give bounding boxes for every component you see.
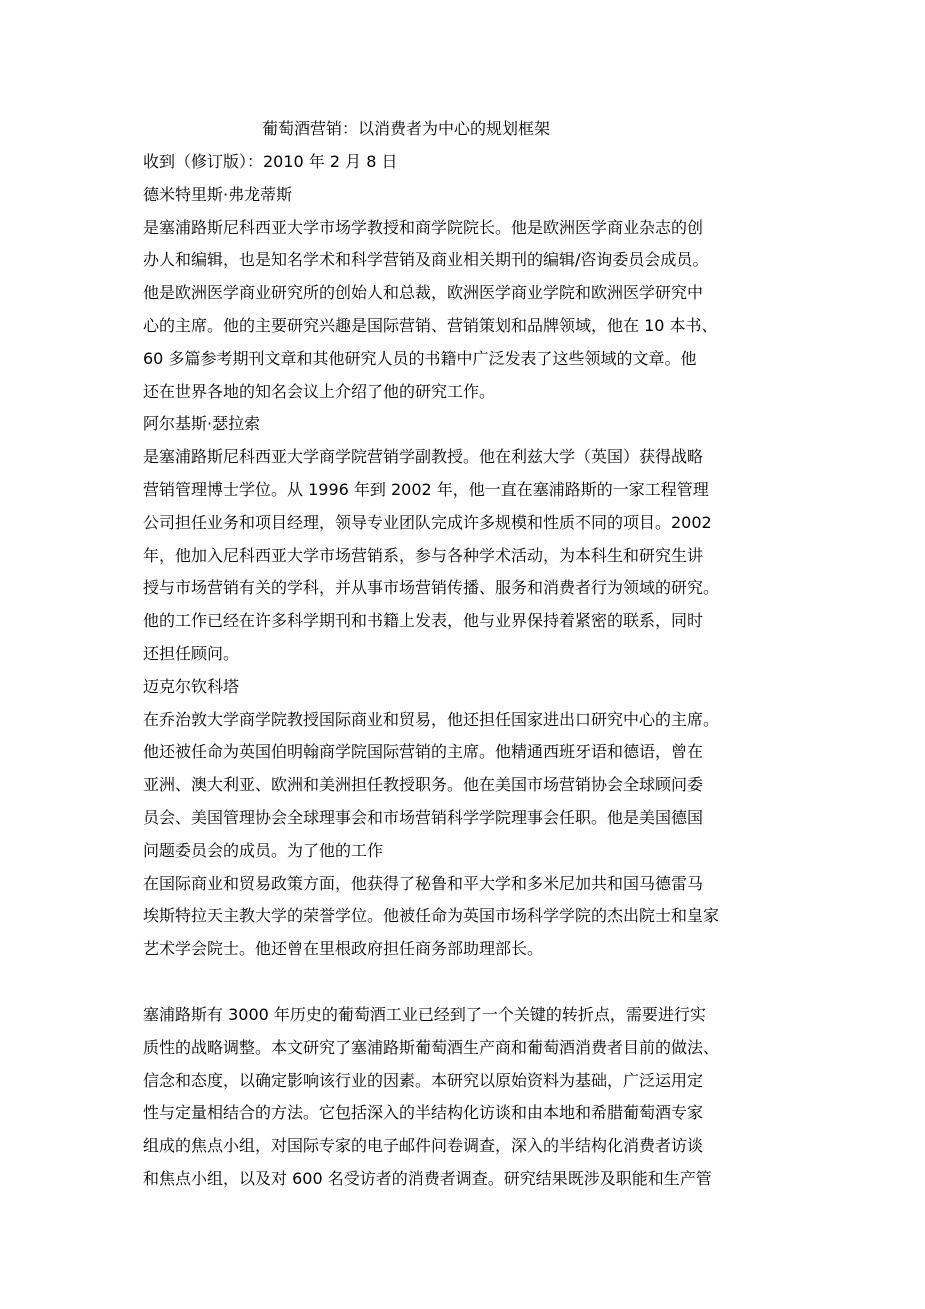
- bio-line: 问题委员会的成员。为了他的工作: [143, 840, 384, 860]
- document-title: 葡萄酒营销：以消费者为中心的规划框架: [262, 119, 551, 138]
- abstract-line: 性与定量相结合的方法。它包括深入的半结构化访谈和由本地和希腊葡萄酒专家: [143, 1103, 704, 1123]
- bio-line: 埃斯特拉天主教大学的荣誉学位。他被任命为英国市场科学学院的杰出院士和皇家: [143, 906, 720, 926]
- bio-line: 60 多篇参考期刊文章和其他研究人员的书籍中广泛发表了这些领域的文章。他: [143, 348, 697, 368]
- bio-line: 授与市场营销有关的学科，并从事市场营销传播、服务和消费者行为领域的研究。: [143, 578, 720, 598]
- bio-line: 心的主席。他的主要研究兴趣是国际营销、营销策划和品牌领域，他在 10 本书、: [143, 315, 718, 335]
- abstract-line: 和焦点小组，以及对 600 名受访者的消费者调查。研究结果既涉及职能和生产管: [143, 1168, 712, 1188]
- author-bio: [143, 441, 793, 671]
- bio-line: 办人和编辑，也是知名学术和科学营销及商业相关期刊的编辑/咨询委员会成员。: [143, 250, 709, 270]
- bio-line: 在乔治敦大学商学院教授国际商业和贸易，他还担任国家进出口研究中心的主席。: [143, 709, 720, 729]
- author-bio: [143, 704, 793, 966]
- abstract-line: 组成的焦点小组，对国际专家的电子邮件问卷调查，深入的半结构化消费者访谈: [143, 1136, 704, 1156]
- bio-line: 员会、美国管理协会全球理事会和市场营销科学学院理事会任职。他是美国德国: [143, 807, 704, 827]
- bio-line: 是塞浦路斯尼科西亚大学商学院营销学副教授。他在利兹大学（英国）获得战略: [143, 447, 704, 467]
- abstract-line: 信念和态度，以确定影响该行业的因素。本研究以原始资料为基础，广泛运用定: [143, 1070, 704, 1090]
- bio-line: 他的工作已经在许多科学期刊和书籍上发表，他与业界保持着紧密的联系，同时: [143, 611, 704, 631]
- bio-line: 亚洲、澳大利亚、欧洲和美洲担任教授职务。他在美国市场营销协会全球顾问委: [143, 775, 704, 795]
- abstract-line: 质性的战略调整。本文研究了塞浦路斯葡萄酒生产商和葡萄酒消费者目前的做法、: [143, 1037, 720, 1057]
- bio-line: 营销管理博士学位。从 1996 年到 2002 年，他一直在塞浦路斯的一家工程管理: [143, 479, 709, 499]
- author-bio: [143, 212, 793, 409]
- bio-line: 艺术学会院士。他还曾在里根政府担任商务部助理部长。: [143, 939, 544, 959]
- bio-line: 还在世界各地的知名会议上介绍了他的研究工作。: [143, 381, 496, 401]
- bio-line: 他还被任命为英国伯明翰商学院国际营销的主席。他精通西班牙语和德语，曾在: [143, 742, 704, 762]
- abstract-paragraph: [143, 999, 793, 1196]
- author-name: 阿尔基斯·瑟拉索: [143, 414, 261, 434]
- bio-line: 他是欧洲医学商业研究所的创始人和总裁，欧洲医学商业学院和欧洲医学研究中: [143, 283, 704, 303]
- bio-line: 还担任顾问。: [143, 643, 240, 663]
- received-date: 收到（修订版）：2010 年 2 月 8 日: [143, 152, 398, 171]
- author-name: 德米特里斯·弗龙蒂斯: [143, 184, 293, 204]
- bio-line: 年，他加入尼科西亚大学市场营销系，参与各种学术活动，为本科生和研究生讲: [143, 545, 704, 565]
- document-body: [143, 146, 793, 1196]
- paragraph-gap: [143, 966, 793, 999]
- author-name: 迈克尔钦科塔: [143, 676, 240, 696]
- abstract-line: 塞浦路斯有 3000 年历史的葡萄酒工业已经到了一个关键的转折点，需要进行实: [143, 1004, 706, 1024]
- bio-line: 公司担任业务和项目经理，领导专业团队完成许多规模和性质不同的项目。2002: [143, 512, 712, 532]
- bio-line: 是塞浦路斯尼科西亚大学市场学教授和商学院院长。他是欧洲医学商业杂志的创: [143, 217, 704, 237]
- bio-line: 在国际商业和贸易政策方面，他获得了秘鲁和平大学和多米尼加共和国马德雷马: [143, 873, 704, 893]
